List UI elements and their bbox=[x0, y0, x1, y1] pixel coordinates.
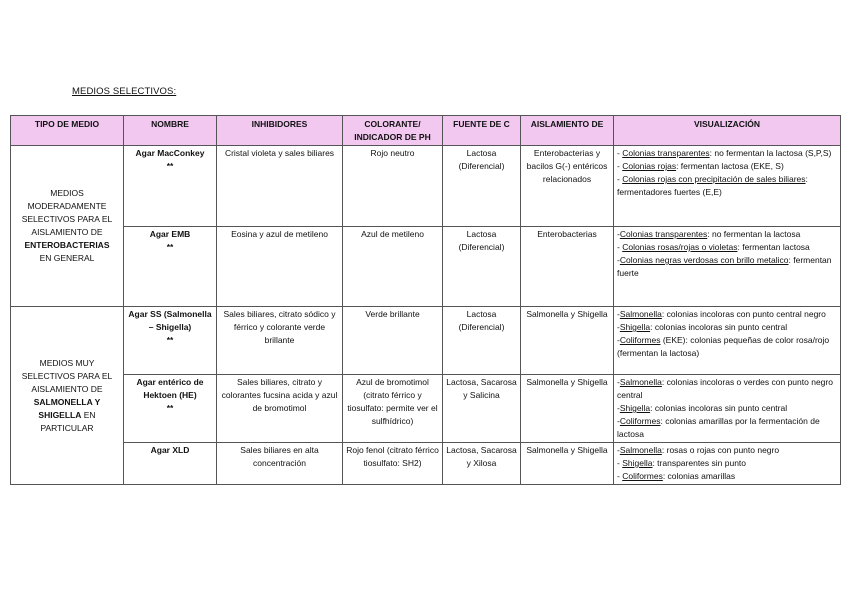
group-label-post: EN GENERAL bbox=[39, 253, 95, 263]
header-nombre: NOMBRE bbox=[124, 116, 217, 146]
viz-prefix: - bbox=[617, 403, 620, 413]
indicator-cell: Rojo neutro bbox=[343, 146, 443, 227]
viz-term: Colonias rojas bbox=[622, 161, 677, 171]
table-row bbox=[11, 227, 841, 307]
isolation-cell: Enterobacterias y bacilos G(-) entéricos relacionados bbox=[521, 146, 614, 227]
viz-term: Coliformes bbox=[619, 416, 661, 426]
viz-desc: : colonias incoloras o verdes con punto negro central bbox=[617, 377, 833, 400]
isolation-cell: Salmonella y Shigella bbox=[521, 307, 614, 375]
visualization-cell bbox=[614, 307, 841, 375]
medium-name: Agar EMB bbox=[149, 229, 191, 239]
table-row bbox=[11, 307, 841, 375]
viz-term: Coliformes bbox=[619, 335, 661, 345]
viz-term: Colonias transparentes bbox=[619, 229, 708, 239]
viz-prefix: - bbox=[617, 309, 620, 319]
group-label-post: EN PARTICULAR bbox=[40, 409, 96, 433]
medium-name-cell bbox=[124, 443, 217, 485]
viz-term: Salmonella bbox=[619, 377, 662, 387]
table-row bbox=[11, 443, 841, 485]
viz-desc: : colonias incoloras sin punto central bbox=[650, 403, 788, 413]
group-label-bold: ENTEROBACTERIAS bbox=[24, 240, 110, 250]
viz-prefix: - bbox=[617, 377, 620, 387]
selective-media-table bbox=[10, 115, 841, 485]
viz-desc: : transparentes sin punto bbox=[652, 458, 747, 468]
viz-desc: : fermentan lactosa bbox=[737, 242, 810, 252]
viz-prefix: - bbox=[617, 416, 620, 426]
group-label-pre: MEDIOS MUY SELECTIVOS PARA EL AISLAMIENTO DE bbox=[21, 357, 113, 394]
viz-prefix: - bbox=[617, 458, 623, 468]
medium-name-cell bbox=[124, 375, 217, 443]
viz-term: Shigella bbox=[622, 458, 653, 468]
viz-prefix: - bbox=[617, 445, 620, 455]
medium-name: Agar XLD bbox=[150, 445, 190, 455]
medium-name-cell bbox=[124, 227, 217, 307]
viz-desc: : colonias amarillas bbox=[662, 471, 736, 481]
viz-desc: : fermentan fuerte bbox=[617, 255, 832, 278]
viz-desc: : colonias incoloras sin punto central bbox=[650, 322, 788, 332]
medium-name: Agar MacConkey bbox=[135, 148, 205, 158]
medium-stars: ** bbox=[166, 242, 174, 252]
viz-prefix: - bbox=[617, 471, 623, 481]
group-label-pre: MEDIOS MODERADAMENTE SELECTIVOS PARA EL AISLAMIENTO DE bbox=[21, 188, 113, 237]
medium-stars: ** bbox=[166, 161, 174, 171]
indicator-cell: Azul de bromotimol (citrato férrico y tiosulfato: permite ver el sulfhídrico) bbox=[343, 375, 443, 443]
isolation-cell: Enterobacterias bbox=[521, 227, 614, 307]
viz-term: Colonias rojas con precipitación de sales biliares bbox=[622, 174, 806, 184]
medium-name: Agar SS (Salmonella – Shigella) bbox=[128, 309, 212, 332]
isolation-cell: Salmonella y Shigella bbox=[521, 375, 614, 443]
indicator-cell: Verde brillante bbox=[343, 307, 443, 375]
table-row bbox=[11, 146, 841, 227]
medium-stars: ** bbox=[166, 403, 174, 413]
visualization-cell bbox=[614, 227, 841, 307]
viz-prefix: - bbox=[617, 255, 620, 265]
carbon-source-cell: Lactosa, Sacarosa y Xilosa bbox=[443, 443, 521, 485]
header-inhibidores: INHIBIDORES bbox=[217, 116, 343, 146]
viz-term: Salmonella bbox=[619, 445, 662, 455]
group-cell-enterobacterias bbox=[11, 146, 124, 307]
viz-desc: : rosas o rojas con punto negro bbox=[661, 445, 780, 455]
group-cell-salmonella-shigella bbox=[11, 307, 124, 485]
inhibitors-cell: Sales biliares en alta concentración bbox=[217, 443, 343, 485]
carbon-source-cell: Lactosa (Diferencial) bbox=[443, 227, 521, 307]
viz-prefix: - bbox=[617, 174, 623, 184]
inhibitors-cell: Eosina y azul de metileno bbox=[217, 227, 343, 307]
header-row bbox=[11, 116, 841, 146]
viz-desc: : no fermentan la lactosa (S,P,S) bbox=[709, 148, 832, 158]
viz-desc: : fermentan lactosa (EKE, S) bbox=[676, 161, 784, 171]
viz-term: Salmonella bbox=[619, 309, 662, 319]
inhibitors-cell: Cristal violeta y sales biliares bbox=[217, 146, 343, 227]
carbon-source-cell: Lactosa, Sacarosa y Salicina bbox=[443, 375, 521, 443]
viz-desc: (EKE): colonias pequeñas de color rosa/rojo (fermentan la lactosa) bbox=[617, 335, 830, 358]
header-aislamiento: AISLAMIENTO DE bbox=[521, 116, 614, 146]
medium-name-cell bbox=[124, 146, 217, 227]
viz-prefix: - bbox=[617, 161, 623, 171]
indicator-cell: Rojo fenol (citrato férrico tiosulfato: SH2) bbox=[343, 443, 443, 485]
viz-term: Shigella bbox=[619, 403, 651, 413]
carbon-source-cell: Lactosa (Diferencial) bbox=[443, 146, 521, 227]
viz-desc: : fermentadores fuertes (E,E) bbox=[617, 174, 808, 197]
carbon-source-cell: Lactosa (Diferencial) bbox=[443, 307, 521, 375]
header-tipo-de-medio: TIPO DE MEDIO bbox=[11, 116, 124, 146]
document-title: MEDIOS SELECTIVOS: bbox=[72, 86, 177, 97]
viz-term: Colonias negras verdosas con brillo metalico bbox=[619, 255, 789, 265]
viz-prefix: - bbox=[617, 322, 620, 332]
header-visualizacion: VISUALIZACIÓN bbox=[614, 116, 841, 146]
group-label-bold: SALMONELLA Y SHIGELLA bbox=[33, 396, 101, 420]
viz-prefix: - bbox=[617, 242, 623, 252]
viz-term: Colonias rosas/rojas o violetas bbox=[622, 242, 738, 252]
indicator-cell: Azul de metileno bbox=[343, 227, 443, 307]
visualization-cell bbox=[614, 375, 841, 443]
inhibitors-cell: Sales biliares, citrato y colorantes fucsina acida y azul de bromotimol bbox=[217, 375, 343, 443]
header-colorante: COLORANTE/ INDICADOR DE PH bbox=[343, 116, 443, 146]
visualization-cell bbox=[614, 146, 841, 227]
inhibitors-cell: Sales biliares, citrato sódico y férrico y colorante verde brillante bbox=[217, 307, 343, 375]
viz-prefix: - bbox=[617, 335, 620, 345]
viz-prefix: - bbox=[617, 148, 623, 158]
medium-stars: ** bbox=[166, 335, 174, 345]
viz-term: Shigella bbox=[619, 322, 651, 332]
visualization-cell bbox=[614, 443, 841, 485]
viz-term: Colonias transparentes bbox=[622, 148, 710, 158]
table-row bbox=[11, 375, 841, 443]
viz-desc: : no fermentan la lactosa bbox=[707, 229, 801, 239]
viz-prefix: - bbox=[617, 229, 620, 239]
viz-term: Coliformes bbox=[622, 471, 663, 481]
medium-name-cell bbox=[124, 307, 217, 375]
isolation-cell: Salmonella y Shigella bbox=[521, 443, 614, 485]
viz-desc: : colonias amarillas por la fermentación de lactosa bbox=[617, 416, 820, 439]
header-fuente-de-c: FUENTE DE C bbox=[443, 116, 521, 146]
medium-name: Agar entérico de Hektoen (HE) bbox=[136, 377, 204, 400]
viz-desc: : colonias incoloras con punto central negro bbox=[661, 309, 826, 319]
